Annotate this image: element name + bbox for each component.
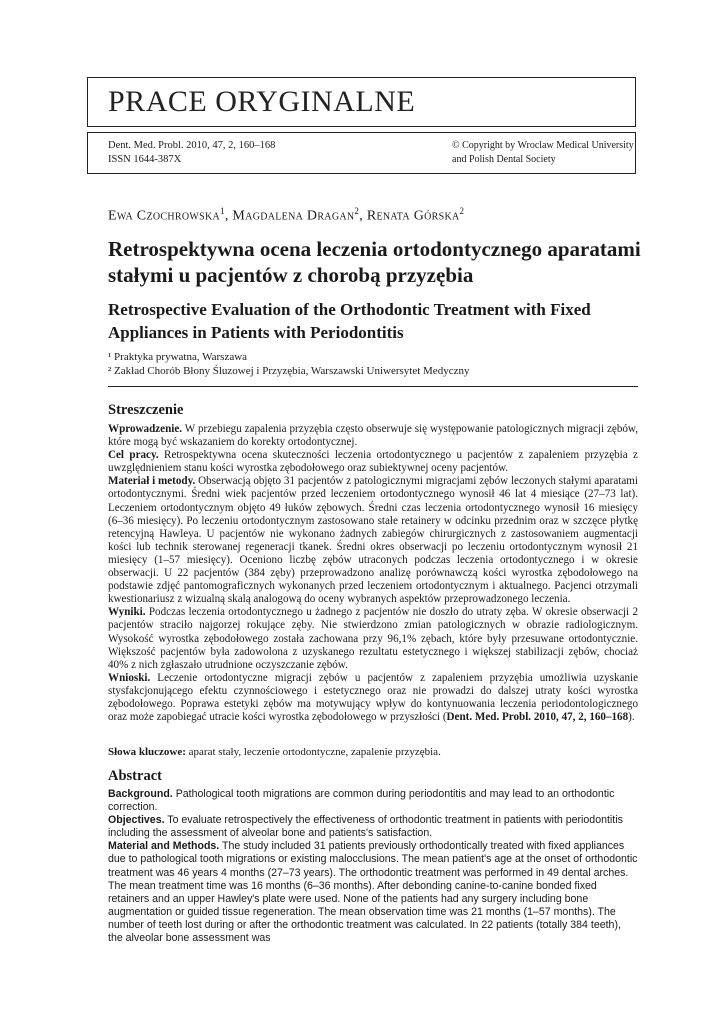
journal-citation	[108, 139, 275, 167]
author-3: Renata Górska	[366, 208, 460, 224]
methods-label: Materiał i metody.	[108, 475, 196, 488]
aim-paragraph	[108, 449, 638, 475]
issn: ISSN 1644-387X	[108, 154, 182, 165]
copyright-line-1: © Copyright by Wroclaw Medical University	[452, 140, 634, 151]
background-text: Pathological tooth migrations are common during periodontitis and may lead to an orthodontic correction.	[108, 788, 615, 814]
intro-text: W przebiegu zapalenia przyzębia często obserwuje się występowanie patologicznych migracji zębów, które mogą być wskazaniem do korekty ortodontycznej.	[108, 423, 638, 449]
title-english: Retrospective Evaluation of the Orthodontic Treatment with Fixed Appliances in Patients with Periodontitis	[108, 300, 591, 342]
intro-paragraph	[108, 423, 638, 449]
aim-label: Cel pracy.	[108, 449, 159, 462]
keywords-label: Słowa kluczowe:	[108, 746, 186, 758]
abstract-heading: Abstract	[108, 768, 162, 784]
citation-end: ).	[628, 711, 635, 724]
results-text: Podczas leczenia ortodontycznego u żadnego z pacjentów nie doszło do utraty zęba. W okresie obserwacji 2 pacjentów straciło najgorzej rokujące zęby. Nie stwierdzono zmian patologicznych w obrazie radiologicznym. Wysokość wyrostka zębodołowego została zachowana przy 96,1% zębach, które były przesuwane ortodontycznie. Większość pacjentów była zadowolona z uzyskanego rezultatu estetycznego i większej stabilizacji zębów, chociaż 40% z nich zgłaszało utrudnione oczyszczanie zębów.	[108, 606, 638, 671]
abstract-body	[108, 788, 638, 945]
results-paragraph	[108, 606, 638, 671]
material-methods-paragraph	[108, 840, 638, 945]
author-2: Magdalena Dragan	[232, 208, 355, 224]
streszczenie-body	[108, 423, 638, 724]
copyright	[452, 139, 634, 167]
author-1: Ewa Czochrowska	[108, 208, 220, 224]
objectives-label: Objectives.	[108, 814, 165, 827]
author-1-affil: 1	[220, 206, 225, 216]
journal-line: Dent. Med. Probl. 2010, 47, 2, 160–168	[108, 140, 276, 151]
citation: Dent. Med. Probl. 2010, 47, 2, 160–168	[446, 711, 629, 724]
material-methods-label: Material and Methods.	[108, 840, 220, 853]
author-2-affil: 2	[354, 206, 360, 216]
material-methods-text: The study included 31 patients previously orthodontically treated with fixed appliances due to pathological tooth migrations or existing malocclusions. The mean patient's age at the onset of orthodontic treatment was 46 years 4 months (27–73 years). The orthodontic treatment was performed in 49 dental arches. The mean treatment time was 16 months (6–36 months). After debonding canine-to-canine bonded fixed retainers and an upper Hawley's plate were used. None of the patients had any surgery including bone augmentation or guided tissue regeneration. The mean observation time was 21 months (1–57 months). The number of teeth lost during or after the orthodontic treatment was calculated. In 22 patients (totally 384 teeth), the alveolar bone assessment was	[108, 840, 638, 945]
objectives-text: To evaluate retrospectively the effectiveness of orthodontic treatment in patients with periodontitis including the assessment of alveolar bone and patients's satisfaction.	[108, 814, 623, 840]
background-paragraph	[108, 788, 638, 814]
affiliation-2: ² Zakład Chorób Błony Śluzowej i Przyzębia, Warszawski Uniwersytet Medyczny	[108, 365, 470, 377]
streszczenie-heading: Streszczenie	[108, 402, 184, 418]
methods-text: Obserwacją objęto 31 pacjentów z patologicznymi migracjami zębów leczonych stałymi aparatami ortodontycznymi. Średni wiek pacjentów przed leczeniem ortodontycznego wynosił 46 lat 4 miesiące (27–73 lat). Leczeniem ortodontycznym objęto 49 łuków zębowych. Średni czas leczenia ortodontycznego wynosił 16 miesięcy (6–36 miesięcy). Po leczeniu ortodontycznym zastosowano stałe retainery w odcinku przednim oraz w szczęce płytkę retencyjną Hawleya. U pacjentów nie wykonano żadnych zabiegów chirurgicznych z zastosowaniem augmentacji kości lub technik sterowanej regeneracji tkanek. Średni okres obserwacji po leczeniu ortodontycznym wynosił 21 miesięcy (1–57 miesięcy). Oceniono liczbę zębów utraconych podczas leczenia ortodontycznego i w okresie obserwacji. U 22 pacjentów (384 zęby) przeprowadzono analizę porównawczą kości wyrostka zębodołowego na podstawie zdjęć pantomograficznych wykonanych przed leczeniem ortodontycznym i aktualnego. Pacjenci otrzymali kwestionariusz z wizualną skalą analogową do oceny wybranych aspektów przeprowadzonego leczenia.	[108, 475, 639, 606]
results-label: Wyniki.	[108, 606, 146, 619]
author-3-affil: 2	[459, 206, 465, 216]
intro-label: Wprowadzenie.	[108, 423, 183, 435]
conclusions-paragraph	[108, 672, 638, 724]
keywords-text: aparat stały, leczenie ortodontyczne, zapalenie przyzębia.	[185, 746, 441, 758]
copyright-line-2: and Polish Dental Society	[452, 154, 556, 165]
section-title: PRACE ORYGINALNE	[108, 85, 416, 118]
methods-paragraph	[108, 475, 638, 606]
affiliations	[108, 350, 648, 378]
authors: Ewa Czochrowska$^1$, Magdalena Dragan$^2$, Renata Górska$^2$	[108, 206, 465, 224]
title-polish: Retrospektywna ocena leczenia ortodontycznego aparatami stałymi u pacjentów z chorobą przyzębia	[108, 237, 641, 287]
journal-meta-box	[87, 132, 636, 174]
conclusions-text: Leczenie ortodontyczne migracji zębów u pacjentów z zapaleniem przyzębia umożliwia uzyskanie stysfakcjonującego efektu czynnościowego i estetycznego oraz nie prowadzi do dalszej utraty kości wyrostka zębodołowego. Poprawa estetyki zębów ma motywujący wpływ do kontynuowania leczenia periodontologicznego oraz może zapobiegać utracie kości wyrostka zębodołowego w przyszłości (	[108, 671, 638, 724]
background-label: Background.	[108, 788, 173, 800]
divider	[108, 386, 638, 387]
conclusions-label: Wnioski.	[108, 671, 151, 684]
aim-text: Retrospektywna ocena skuteczności leczenia ortodontycznego u pacjentów z zapaleniem przyzębia z uwzględnieniem stanu kości wyrostka zębodołowego oraz subiektywnej oceny pacjentów.	[108, 449, 638, 475]
keywords	[108, 746, 638, 759]
objectives-paragraph	[108, 814, 638, 840]
affiliation-1: ¹ Praktyka prywatna, Warszawa	[108, 351, 248, 363]
section-header-box	[87, 77, 636, 127]
